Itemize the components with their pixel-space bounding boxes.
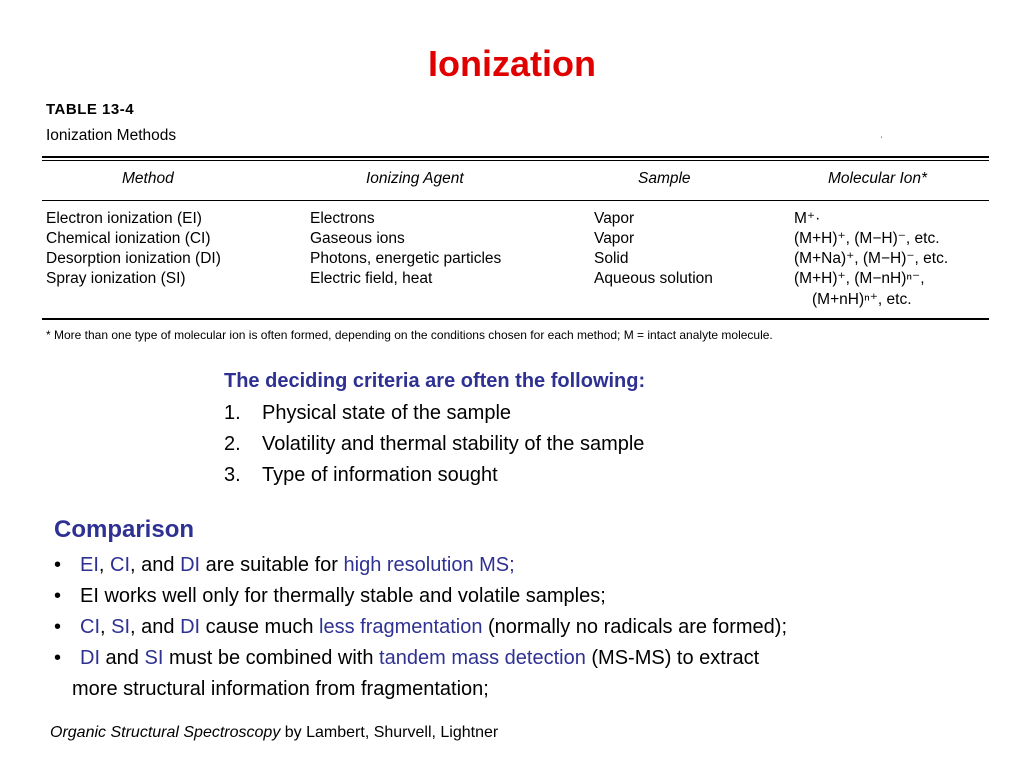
table-caption: Ionization Methods bbox=[46, 127, 177, 144]
cell-sample: Solid bbox=[594, 250, 629, 267]
criteria-list bbox=[224, 398, 644, 491]
comparison-heading: Comparison bbox=[54, 516, 195, 543]
list-item bbox=[54, 612, 1014, 643]
cell-method: Chemical ionization (CI) bbox=[46, 230, 211, 247]
cell-agent: Photons, energetic particles bbox=[310, 250, 502, 267]
table-bottom-rule bbox=[42, 318, 989, 320]
list-number: 1. bbox=[224, 402, 241, 424]
cell-molecular-ion: M⁺· bbox=[794, 210, 821, 227]
cell-sample: Vapor bbox=[594, 210, 635, 227]
bullet-text: CI, SI, and DI cause much less fragmentation (normally no radicals are formed); bbox=[80, 616, 788, 638]
cell-agent: Gaseous ions bbox=[310, 230, 405, 247]
list-item bbox=[54, 643, 1014, 674]
cell-molecular-ion-continuation: (M+nH)ⁿ⁺, etc. bbox=[812, 291, 912, 308]
stray-mark: ′ bbox=[881, 137, 883, 143]
list-item bbox=[224, 398, 644, 429]
comparison-list bbox=[54, 550, 1014, 705]
table-top-rule bbox=[42, 156, 989, 158]
cell-method: Desorption ionization (DI) bbox=[46, 250, 221, 267]
bullet-icon: • bbox=[54, 554, 62, 576]
list-item bbox=[224, 460, 644, 491]
list-item-continuation bbox=[54, 674, 1014, 705]
citation bbox=[50, 724, 498, 742]
cell-method: Spray ionization (SI) bbox=[46, 270, 186, 287]
slide-title: Ionization bbox=[428, 43, 596, 84]
header-sample: Sample bbox=[638, 170, 691, 187]
cell-molecular-ion: (M+H)⁺, (M−nH)ⁿ⁻, bbox=[794, 270, 925, 287]
cell-sample: Aqueous solution bbox=[594, 270, 713, 287]
bullet-text: EI, CI, and DI are suitable for high resolution MS; bbox=[80, 554, 515, 576]
list-item bbox=[54, 550, 1014, 581]
list-number: 2. bbox=[224, 433, 241, 455]
citation-authors: by Lambert, Shurvell, Lightner bbox=[280, 724, 499, 741]
bullet-icon: • bbox=[54, 647, 62, 669]
bullet-icon: • bbox=[54, 585, 62, 607]
cell-agent: Electrons bbox=[310, 210, 375, 227]
bullet-text: more structural information from fragmentation; bbox=[72, 678, 489, 700]
list-item bbox=[224, 429, 644, 460]
header-method: Method bbox=[122, 170, 174, 187]
bullet-text: DI and SI must be combined with tandem mass detection (MS-MS) to extract bbox=[80, 647, 760, 669]
table-top-rule-thin bbox=[42, 160, 989, 161]
list-text: Physical state of the sample bbox=[262, 402, 512, 424]
table-footnote: * More than one type of molecular ion is often formed, depending on the conditions chosen for each method; M = intact analyte molecule. bbox=[46, 328, 773, 342]
citation-book: Organic Structural Spectroscopy bbox=[50, 724, 281, 741]
header-rule bbox=[42, 200, 989, 201]
cell-agent: Electric field, heat bbox=[310, 270, 433, 287]
header-molecular-ion: Molecular Ion* bbox=[828, 170, 928, 187]
header-ionizing-agent: Ionizing Agent bbox=[366, 170, 464, 187]
bullet-text: EI works well only for thermally stable and volatile samples; bbox=[80, 585, 606, 607]
cell-sample: Vapor bbox=[594, 230, 635, 247]
cell-method: Electron ionization (EI) bbox=[46, 210, 202, 227]
list-number: 3. bbox=[224, 464, 241, 486]
criteria-heading: The deciding criteria are often the following: bbox=[224, 370, 646, 392]
list-item bbox=[54, 581, 1014, 612]
list-text: Volatility and thermal stability of the sample bbox=[262, 433, 645, 455]
list-text: Type of information sought bbox=[262, 464, 498, 486]
cell-molecular-ion: (M+H)⁺, (M−H)⁻, etc. bbox=[794, 230, 940, 247]
cell-molecular-ion: (M+Na)⁺, (M−H)⁻, etc. bbox=[794, 250, 949, 267]
table-number: TABLE 13-4 bbox=[46, 101, 135, 118]
bullet-icon: • bbox=[54, 616, 62, 638]
